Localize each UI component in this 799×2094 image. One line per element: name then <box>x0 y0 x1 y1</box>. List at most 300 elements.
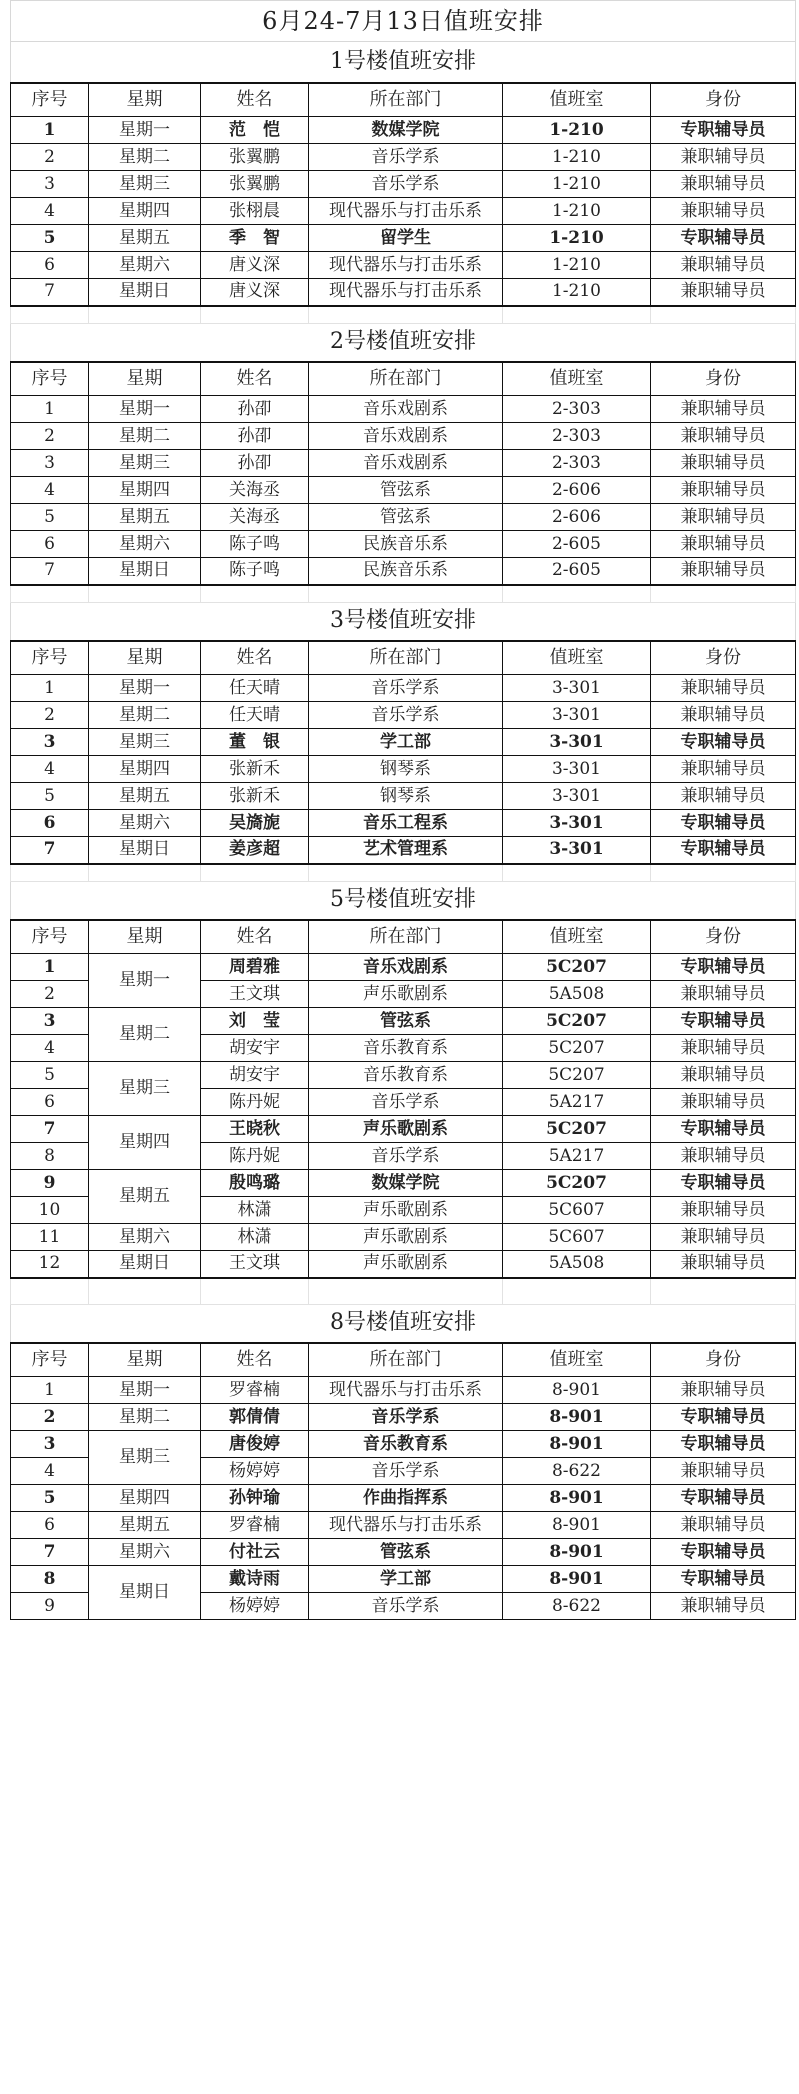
weekday: 星期四 <box>89 1485 201 1512</box>
duty-room: 5C607 <box>503 1224 651 1251</box>
row-number: 1 <box>11 954 89 981</box>
staff-name: 付社云 <box>201 1539 309 1566</box>
empty-cell <box>11 1278 89 1305</box>
section-title: 1号楼值班安排 <box>11 42 796 83</box>
table-row <box>11 531 796 558</box>
empty-cell <box>503 306 651 324</box>
schedule-table <box>10 0 796 1620</box>
role: 专职辅导员 <box>651 1404 796 1431</box>
column-header-role: 身份 <box>651 83 796 117</box>
department: 管弦系 <box>309 1008 503 1035</box>
row-number: 12 <box>11 1251 89 1278</box>
header-row <box>11 362 796 396</box>
row-number: 1 <box>11 1377 89 1404</box>
title-row <box>11 1 796 42</box>
role: 专职辅导员 <box>651 729 796 756</box>
duty-room: 3-301 <box>503 756 651 783</box>
column-header-weekday: 星期 <box>89 83 201 117</box>
role: 专职辅导员 <box>651 1539 796 1566</box>
weekday: 星期四 <box>89 1116 201 1170</box>
column-header-role: 身份 <box>651 641 796 675</box>
empty-cell <box>89 585 201 603</box>
section-title-row <box>11 42 796 83</box>
department: 音乐学系 <box>309 1089 503 1116</box>
column-header-department: 所在部门 <box>309 920 503 954</box>
staff-name: 胡安宇 <box>201 1035 309 1062</box>
duty-room: 3-301 <box>503 729 651 756</box>
staff-name: 季 智 <box>201 225 309 252</box>
table-row <box>11 729 796 756</box>
department: 管弦系 <box>309 1539 503 1566</box>
department: 管弦系 <box>309 477 503 504</box>
staff-name: 杨婷婷 <box>201 1458 309 1485</box>
duty-room: 2-605 <box>503 558 651 585</box>
role: 兼职辅导员 <box>651 1224 796 1251</box>
department: 声乐歌剧系 <box>309 981 503 1008</box>
department: 学工部 <box>309 1566 503 1593</box>
duty-room: 2-303 <box>503 423 651 450</box>
table-row <box>11 279 796 306</box>
row-number: 6 <box>11 810 89 837</box>
department: 音乐学系 <box>309 1404 503 1431</box>
table-row <box>11 198 796 225</box>
role: 专职辅导员 <box>651 837 796 864</box>
table-row <box>11 1008 796 1035</box>
department: 管弦系 <box>309 504 503 531</box>
role: 专职辅导员 <box>651 117 796 144</box>
weekday: 星期二 <box>89 1404 201 1431</box>
role: 兼职辅导员 <box>651 1593 796 1620</box>
empty-cell <box>201 864 309 882</box>
department: 音乐戏剧系 <box>309 396 503 423</box>
column-header-duty-room: 值班室 <box>503 83 651 117</box>
duty-room: 8-901 <box>503 1485 651 1512</box>
staff-name: 孙卲 <box>201 423 309 450</box>
column-header-duty-room: 值班室 <box>503 362 651 396</box>
department: 音乐学系 <box>309 1143 503 1170</box>
column-header-department: 所在部门 <box>309 1343 503 1377</box>
column-header-weekday: 星期 <box>89 1343 201 1377</box>
weekday: 星期日 <box>89 279 201 306</box>
staff-name: 周碧雅 <box>201 954 309 981</box>
role: 兼职辅导员 <box>651 1197 796 1224</box>
empty-cell <box>201 1278 309 1305</box>
spacer-row <box>11 585 796 603</box>
section-title-row <box>11 603 796 641</box>
column-header-department: 所在部门 <box>309 362 503 396</box>
staff-name: 关海丞 <box>201 504 309 531</box>
role: 兼职辅导员 <box>651 558 796 585</box>
row-number: 6 <box>11 1089 89 1116</box>
weekday: 星期四 <box>89 756 201 783</box>
role: 专职辅导员 <box>651 1008 796 1035</box>
column-header-row-number: 序号 <box>11 362 89 396</box>
empty-cell <box>651 864 796 882</box>
duty-room: 8-901 <box>503 1377 651 1404</box>
table-row <box>11 1170 796 1197</box>
duty-room: 1-210 <box>503 198 651 225</box>
table-row <box>11 1566 796 1593</box>
weekday: 星期三 <box>89 171 201 198</box>
role: 兼职辅导员 <box>651 981 796 1008</box>
weekday: 星期二 <box>89 423 201 450</box>
staff-name: 陈子鸣 <box>201 531 309 558</box>
department: 数媒学院 <box>309 1170 503 1197</box>
row-number: 3 <box>11 450 89 477</box>
role: 兼职辅导员 <box>651 1377 796 1404</box>
table-row <box>11 1404 796 1431</box>
role: 兼职辅导员 <box>651 1143 796 1170</box>
empty-cell <box>309 306 503 324</box>
weekday: 星期三 <box>89 450 201 477</box>
weekday: 星期六 <box>89 1539 201 1566</box>
section-title-row <box>11 324 796 362</box>
staff-name: 张翼鹏 <box>201 144 309 171</box>
department: 音乐戏剧系 <box>309 450 503 477</box>
department: 民族音乐系 <box>309 531 503 558</box>
column-header-weekday: 星期 <box>89 641 201 675</box>
row-number: 2 <box>11 144 89 171</box>
row-number: 8 <box>11 1566 89 1593</box>
staff-name: 陈子鸣 <box>201 558 309 585</box>
table-row <box>11 450 796 477</box>
duty-room: 1-210 <box>503 171 651 198</box>
weekday: 星期一 <box>89 954 201 1008</box>
role: 兼职辅导员 <box>651 450 796 477</box>
column-header-staff-name: 姓名 <box>201 920 309 954</box>
table-row <box>11 1539 796 1566</box>
duty-room: 1-210 <box>503 117 651 144</box>
table-row <box>11 810 796 837</box>
column-header-row-number: 序号 <box>11 920 89 954</box>
column-header-department: 所在部门 <box>309 83 503 117</box>
weekday: 星期一 <box>89 396 201 423</box>
row-number: 7 <box>11 1539 89 1566</box>
section-title: 5号楼值班安排 <box>11 882 796 920</box>
table-row <box>11 117 796 144</box>
department: 音乐学系 <box>309 675 503 702</box>
duty-room: 1-210 <box>503 144 651 171</box>
table-row <box>11 1251 796 1278</box>
weekday: 星期日 <box>89 558 201 585</box>
role: 专职辅导员 <box>651 810 796 837</box>
duty-room: 5C607 <box>503 1197 651 1224</box>
department: 学工部 <box>309 729 503 756</box>
row-number: 6 <box>11 1512 89 1539</box>
duty-room: 8-622 <box>503 1458 651 1485</box>
row-number: 2 <box>11 702 89 729</box>
table-row <box>11 225 796 252</box>
duty-room: 2-303 <box>503 450 651 477</box>
duty-room: 3-301 <box>503 837 651 864</box>
duty-room: 5C207 <box>503 1170 651 1197</box>
table-row <box>11 1431 796 1458</box>
table-row <box>11 675 796 702</box>
row-number: 4 <box>11 477 89 504</box>
staff-name: 罗睿楠 <box>201 1512 309 1539</box>
column-header-duty-room: 值班室 <box>503 920 651 954</box>
weekday: 星期五 <box>89 783 201 810</box>
empty-cell <box>651 306 796 324</box>
duty-room: 8-901 <box>503 1512 651 1539</box>
staff-name: 张新禾 <box>201 756 309 783</box>
department: 音乐教育系 <box>309 1062 503 1089</box>
empty-cell <box>651 1278 796 1305</box>
duty-room: 8-901 <box>503 1431 651 1458</box>
department: 音乐学系 <box>309 1593 503 1620</box>
empty-cell <box>503 1278 651 1305</box>
department: 作曲指挥系 <box>309 1485 503 1512</box>
weekday: 星期一 <box>89 117 201 144</box>
row-number: 5 <box>11 783 89 810</box>
duty-room: 5A217 <box>503 1089 651 1116</box>
staff-name: 罗睿楠 <box>201 1377 309 1404</box>
spacer-row <box>11 306 796 324</box>
empty-cell <box>309 585 503 603</box>
staff-name: 胡安宇 <box>201 1062 309 1089</box>
empty-cell <box>309 1278 503 1305</box>
staff-name: 张栩晨 <box>201 198 309 225</box>
row-number: 9 <box>11 1593 89 1620</box>
table-row <box>11 252 796 279</box>
staff-name: 吴旖旎 <box>201 810 309 837</box>
spacer-row <box>11 864 796 882</box>
role: 兼职辅导员 <box>651 675 796 702</box>
staff-name: 张新禾 <box>201 783 309 810</box>
column-header-staff-name: 姓名 <box>201 83 309 117</box>
staff-name: 戴诗雨 <box>201 1566 309 1593</box>
row-number: 6 <box>11 252 89 279</box>
weekday: 星期一 <box>89 675 201 702</box>
table-row <box>11 954 796 981</box>
duty-room: 2-303 <box>503 396 651 423</box>
department: 声乐歌剧系 <box>309 1251 503 1278</box>
staff-name: 唐俊婷 <box>201 1431 309 1458</box>
duty-room: 5C207 <box>503 1035 651 1062</box>
column-header-duty-room: 值班室 <box>503 641 651 675</box>
duty-room: 5C207 <box>503 1008 651 1035</box>
row-number: 3 <box>11 1431 89 1458</box>
weekday: 星期四 <box>89 198 201 225</box>
duty-room: 3-301 <box>503 675 651 702</box>
header-row <box>11 83 796 117</box>
role: 兼职辅导员 <box>651 252 796 279</box>
department: 民族音乐系 <box>309 558 503 585</box>
weekday: 星期日 <box>89 1566 201 1620</box>
role: 兼职辅导员 <box>651 1512 796 1539</box>
table-row <box>11 783 796 810</box>
staff-name: 杨婷婷 <box>201 1593 309 1620</box>
role: 兼职辅导员 <box>651 396 796 423</box>
department: 留学生 <box>309 225 503 252</box>
weekday: 星期三 <box>89 1431 201 1485</box>
row-number: 7 <box>11 558 89 585</box>
department: 数媒学院 <box>309 117 503 144</box>
column-header-weekday: 星期 <box>89 362 201 396</box>
empty-cell <box>89 1278 201 1305</box>
column-header-row-number: 序号 <box>11 83 89 117</box>
duty-room: 5A217 <box>503 1143 651 1170</box>
staff-name: 张翼鹏 <box>201 171 309 198</box>
column-header-role: 身份 <box>651 362 796 396</box>
department: 音乐学系 <box>309 1458 503 1485</box>
table-row <box>11 1485 796 1512</box>
role: 专职辅导员 <box>651 1116 796 1143</box>
duty-room: 8-901 <box>503 1539 651 1566</box>
department: 现代器乐与打击乐系 <box>309 279 503 306</box>
department: 音乐学系 <box>309 144 503 171</box>
row-number: 4 <box>11 1035 89 1062</box>
weekday: 星期二 <box>89 144 201 171</box>
row-number: 6 <box>11 531 89 558</box>
staff-name: 王文琪 <box>201 1251 309 1278</box>
row-number: 3 <box>11 171 89 198</box>
staff-name: 任天晴 <box>201 702 309 729</box>
department: 音乐教育系 <box>309 1035 503 1062</box>
empty-cell <box>11 864 89 882</box>
section-title-row <box>11 1305 796 1343</box>
row-number: 9 <box>11 1170 89 1197</box>
weekday: 星期四 <box>89 477 201 504</box>
row-number: 1 <box>11 117 89 144</box>
row-number: 10 <box>11 1197 89 1224</box>
department: 现代器乐与打击乐系 <box>309 198 503 225</box>
staff-name: 刘 莹 <box>201 1008 309 1035</box>
role: 专职辅导员 <box>651 954 796 981</box>
role: 兼职辅导员 <box>651 1089 796 1116</box>
role: 兼职辅导员 <box>651 504 796 531</box>
department: 现代器乐与打击乐系 <box>309 1377 503 1404</box>
header-row <box>11 641 796 675</box>
weekday: 星期五 <box>89 225 201 252</box>
table-row <box>11 837 796 864</box>
table-row <box>11 144 796 171</box>
role: 兼职辅导员 <box>651 198 796 225</box>
column-header-weekday: 星期 <box>89 920 201 954</box>
weekday: 星期一 <box>89 1377 201 1404</box>
weekday: 星期五 <box>89 1512 201 1539</box>
role: 兼职辅导员 <box>651 1458 796 1485</box>
weekday: 星期日 <box>89 1251 201 1278</box>
row-number: 1 <box>11 396 89 423</box>
row-number: 5 <box>11 1485 89 1512</box>
duty-room: 2-606 <box>503 477 651 504</box>
table-row <box>11 1377 796 1404</box>
weekday: 星期五 <box>89 1170 201 1224</box>
row-number: 3 <box>11 1008 89 1035</box>
column-header-staff-name: 姓名 <box>201 362 309 396</box>
department: 音乐工程系 <box>309 810 503 837</box>
duty-room: 5C207 <box>503 954 651 981</box>
department: 钢琴系 <box>309 783 503 810</box>
section-title: 8号楼值班安排 <box>11 1305 796 1343</box>
department: 艺术管理系 <box>309 837 503 864</box>
table-row <box>11 1116 796 1143</box>
weekday: 星期二 <box>89 1008 201 1062</box>
weekday: 星期六 <box>89 252 201 279</box>
section-title-row <box>11 882 796 920</box>
role: 专职辅导员 <box>651 1431 796 1458</box>
role: 兼职辅导员 <box>651 279 796 306</box>
weekday: 星期三 <box>89 1062 201 1116</box>
column-header-staff-name: 姓名 <box>201 641 309 675</box>
table-row <box>11 504 796 531</box>
department: 音乐学系 <box>309 171 503 198</box>
staff-name: 唐义深 <box>201 252 309 279</box>
duty-room: 1-210 <box>503 225 651 252</box>
row-number: 5 <box>11 225 89 252</box>
department: 声乐歌剧系 <box>309 1224 503 1251</box>
row-number: 5 <box>11 504 89 531</box>
table-row <box>11 756 796 783</box>
row-number: 8 <box>11 1143 89 1170</box>
department: 音乐教育系 <box>309 1431 503 1458</box>
weekday: 星期六 <box>89 531 201 558</box>
staff-name: 范 恺 <box>201 117 309 144</box>
role: 兼职辅导员 <box>651 1251 796 1278</box>
staff-name: 陈丹妮 <box>201 1089 309 1116</box>
staff-name: 姜彦超 <box>201 837 309 864</box>
role: 兼职辅导员 <box>651 756 796 783</box>
department: 音乐戏剧系 <box>309 423 503 450</box>
role: 兼职辅导员 <box>651 783 796 810</box>
duty-room: 8-901 <box>503 1404 651 1431</box>
staff-name: 陈丹妮 <box>201 1143 309 1170</box>
empty-cell <box>503 864 651 882</box>
department: 音乐戏剧系 <box>309 954 503 981</box>
duty-room: 3-301 <box>503 810 651 837</box>
staff-name: 孙卲 <box>201 396 309 423</box>
duty-room: 1-210 <box>503 252 651 279</box>
column-header-row-number: 序号 <box>11 1343 89 1377</box>
role: 兼职辅导员 <box>651 531 796 558</box>
staff-name: 任天晴 <box>201 675 309 702</box>
row-number: 2 <box>11 1404 89 1431</box>
role: 兼职辅导员 <box>651 1062 796 1089</box>
staff-name: 关海丞 <box>201 477 309 504</box>
column-header-staff-name: 姓名 <box>201 1343 309 1377</box>
duty-room: 3-301 <box>503 702 651 729</box>
table-row <box>11 1512 796 1539</box>
staff-name: 郭倩倩 <box>201 1404 309 1431</box>
staff-name: 唐义深 <box>201 279 309 306</box>
staff-name: 孙钟瑜 <box>201 1485 309 1512</box>
column-header-role: 身份 <box>651 1343 796 1377</box>
row-number: 7 <box>11 837 89 864</box>
duty-room: 5A508 <box>503 1251 651 1278</box>
role: 兼职辅导员 <box>651 702 796 729</box>
table-row <box>11 171 796 198</box>
duty-room: 1-210 <box>503 279 651 306</box>
row-number: 11 <box>11 1224 89 1251</box>
row-number: 4 <box>11 198 89 225</box>
department: 音乐学系 <box>309 702 503 729</box>
empty-cell <box>11 585 89 603</box>
staff-name: 王晓秋 <box>201 1116 309 1143</box>
empty-cell <box>201 306 309 324</box>
row-number: 7 <box>11 1116 89 1143</box>
table-row <box>11 1062 796 1089</box>
row-number: 7 <box>11 279 89 306</box>
table-row <box>11 477 796 504</box>
duty-room: 5C207 <box>503 1116 651 1143</box>
staff-name: 林潇 <box>201 1224 309 1251</box>
schedule-grid <box>10 0 795 1620</box>
row-number: 3 <box>11 729 89 756</box>
weekday: 星期六 <box>89 1224 201 1251</box>
row-number: 2 <box>11 981 89 1008</box>
department: 现代器乐与打击乐系 <box>309 252 503 279</box>
